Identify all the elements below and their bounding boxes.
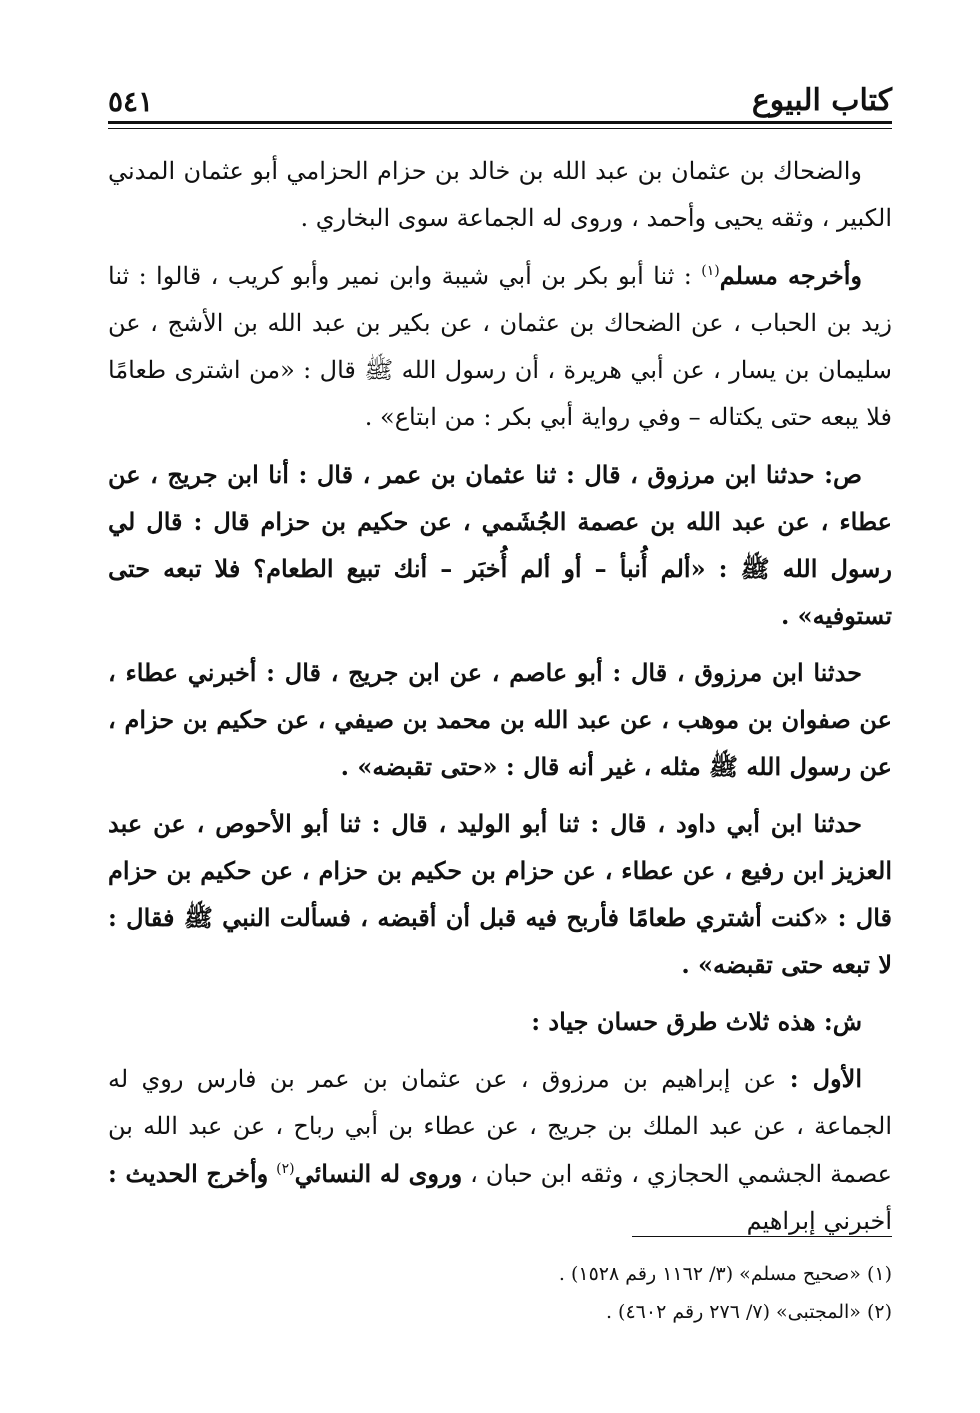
footnotes <box>108 1255 892 1331</box>
footnote-separator <box>632 1236 892 1237</box>
paragraph-7-lead: الأول : <box>789 1064 862 1093</box>
footnote-2: (٢) «المجتبى» (٧/ ٢٧٦ رقم ٤٦٠٢) . <box>605 1301 892 1323</box>
paragraph-2 <box>108 252 892 441</box>
header-rule-thick <box>108 121 892 124</box>
footnote-marker-2: (٢) <box>276 1161 295 1177</box>
paragraph-7-bold: وروى له النسائي <box>294 1159 463 1188</box>
paragraph-7 <box>108 1055 892 1245</box>
page-number: ٥٤١ <box>108 85 154 118</box>
header-rule-thin <box>108 128 892 129</box>
paragraph-3: ص: حدثنا ابن مرزوق ، قال : ثنا عثمان بن عمر ، قال : أنا ابن جريج ، عن عطاء ، عن عبد الله بن عصمة الجُشَمي ، عن حكيم بن حزام قال : قال لي رسول الله ﷺ : «ألم أُنبأ – أو ألم أُخبَر – أنك تبيع الطعام؟ فلا تبعه حتى تستوفيه» . <box>108 460 892 630</box>
paragraph-2-lead: وأخرجه مسلم <box>719 261 863 290</box>
paragraph-7-text: عن إبراهيم بن مرزوق ، عن عثمان بن عمر بن فارس روي له الجماعة ، عن عبد الملك بن جريج ، عن عطاء بن أبي رباح ، عن عبد الله بن عصمة الجشمي الحجازي ، وثقه ابن حبان ، <box>108 1065 892 1188</box>
book-title: كتاب البيوع <box>751 83 892 118</box>
footnote-marker-1: (١) <box>701 263 720 279</box>
paragraph-7-end: أخبرني إبراهيم <box>746 1207 892 1235</box>
main-text <box>108 148 892 1255</box>
page-header <box>108 78 892 118</box>
paragraph-7-bold-2: وأخرج الحديث : <box>108 1159 269 1188</box>
footnote-1: (١) «صحيح مسلم» (٣/ ١١٦٢ رقم ١٥٢٨) . <box>558 1263 892 1285</box>
paragraph-5: حدثنا ابن أبي داود ، قال : ثنا أبو الوليد ، قال : ثنا أبو الأحوص ، عن عبد العزيز ابن رفيع ، عن عطاء ، عن حزام بن حكيم بن حزام ، عن حكيم بن حزام قال : «كنت أشتري طعامًا فأربح فيه قبل أن أقبضه ، فسألت النبي ﷺ فقال : لا تبعه حتى تقبضه» . <box>108 809 893 979</box>
paragraph-4: حدثنا ابن مرزوق ، قال : أبو عاصم ، عن ابن جريج ، قال : أخبرني عطاء ، عن صفوان بن موهب ، عن عبد الله بن محمد بن صيفي ، عن حكيم بن حزام ، عن رسول الله ﷺ مثله ، غير أنه قال : «حتى تقبضه» . <box>108 658 893 781</box>
paragraph-2-text: : ثنا أبو بكر بن أبي شيبة وابن نمير وأبو كريب ، قالوا : ثنا زيد بن الحباب ، عن الضحاك بن عثمان ، عن بكير بن عبد الله بن الأشج ، عن سليمان بن يسار ، عن أبي هريرة ، أن رسول الله ﷺ قال : «من اشترى طعامًا فلا يبعه حتى يكتاله – وفي رواية أبي بكر : من ابتاع» . <box>108 262 892 431</box>
paragraph-6: ش: هذه ثلاث طرق حسان جياد : <box>531 1007 862 1036</box>
paragraph-1: والضحاك بن عثمان بن عبد الله بن خالد بن حزام الحزامي أبو عثمان المدني الكبير ، وثقه يحيى وأحمد ، وروى له الجماعة سوى البخاري . <box>108 157 892 232</box>
